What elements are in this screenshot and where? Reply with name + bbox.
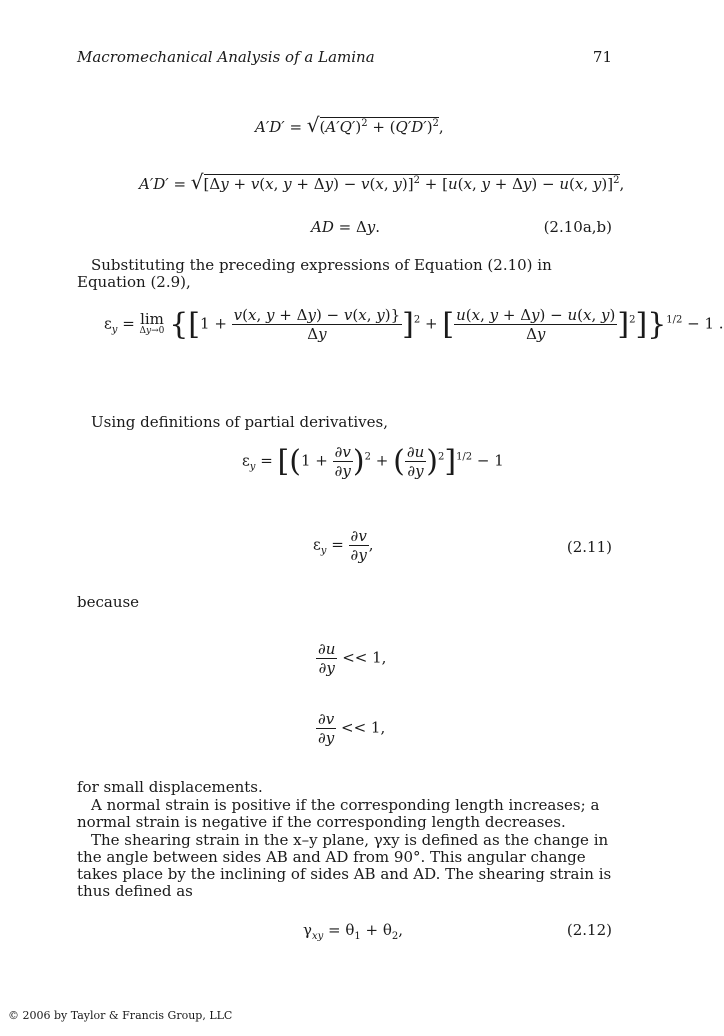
equation-adprime-1: $A'D' = √(A'Q')^2 + (Q'D')^2$, [255, 113, 444, 137]
equation-number-2-11: (2.11) [566, 538, 612, 556]
equation-adprime-2: A′D′ = √[Δy + v(x, y + Δy) − v(x, y)]$^2$ + [u(x, y + Δy) − u(x, y)]$^2$, [139, 170, 625, 194]
paragraph-shearing-strain: The shearing strain in the x–y plane, γxy is defined as the change in the angle between sides AB and AD from 90°. This angular change takes place by the inclining of sides AB and AD. The shearing strain is thus defined as [77, 831, 612, 900]
equation-du-dy: $\frac{\partial u}{\partial y}$ << 1, [318, 640, 387, 677]
equation-number-2-10: (2.10a,b) [543, 218, 612, 236]
copyright-footer: © 2006 by Taylor & Francis Group, LLC [8, 1009, 233, 1022]
paragraph-because: because [77, 593, 140, 611]
running-header-title: Macromechanical Analysis of a Lamina [77, 48, 375, 66]
equation-epsilon-limit: $\varepsilon_y = \lim$ Δy→0 {[1 + $\frac{v(x, y + \Delta y) - v(x, y)\}}{\Delta y}$ ]$^2$ + [ $\frac{u(x, y + \Delta y) - u(x, y)}{\Delta y}$ ]$^2$]}$^{1/2}$ − 1 . [104, 306, 724, 343]
equation-epsilon-y: $\varepsilon_y$ = $\frac{\partial v}{\partial y}$ , [313, 527, 374, 564]
paragraph-using-definitions: Using definitions of partial derivatives, [91, 413, 388, 431]
paragraph-substituting: Substituting the preceding expressions of Equation (2.10) in Equation (2.9), [77, 256, 552, 291]
equation-number-2-12: (2.12) [566, 921, 612, 939]
paragraph-normal-strain: A normal strain is positive if the corresponding length increases; a normal strain is negative if the corresponding length decreases. [77, 796, 600, 831]
paragraph-small-displacements: for small displacements. [77, 778, 263, 796]
equation-ad: AD = Δy. [311, 218, 381, 236]
equation-dv-dy: $\frac{\partial v}{\partial y}$ << 1, [318, 710, 386, 747]
equation-gamma-xy: $\gamma_{xy} = \theta_1 + \theta_2$, [303, 921, 404, 942]
page-number: 71 [592, 48, 612, 66]
equation-epsilon-partial: $\varepsilon_y = [(1$ + $\frac{\partial v}{\partial y}$ )$^2$ + ( $\frac{\partial u}{\partial y}$ )$^2$]$^{1/2}$ − 1 [242, 443, 504, 480]
